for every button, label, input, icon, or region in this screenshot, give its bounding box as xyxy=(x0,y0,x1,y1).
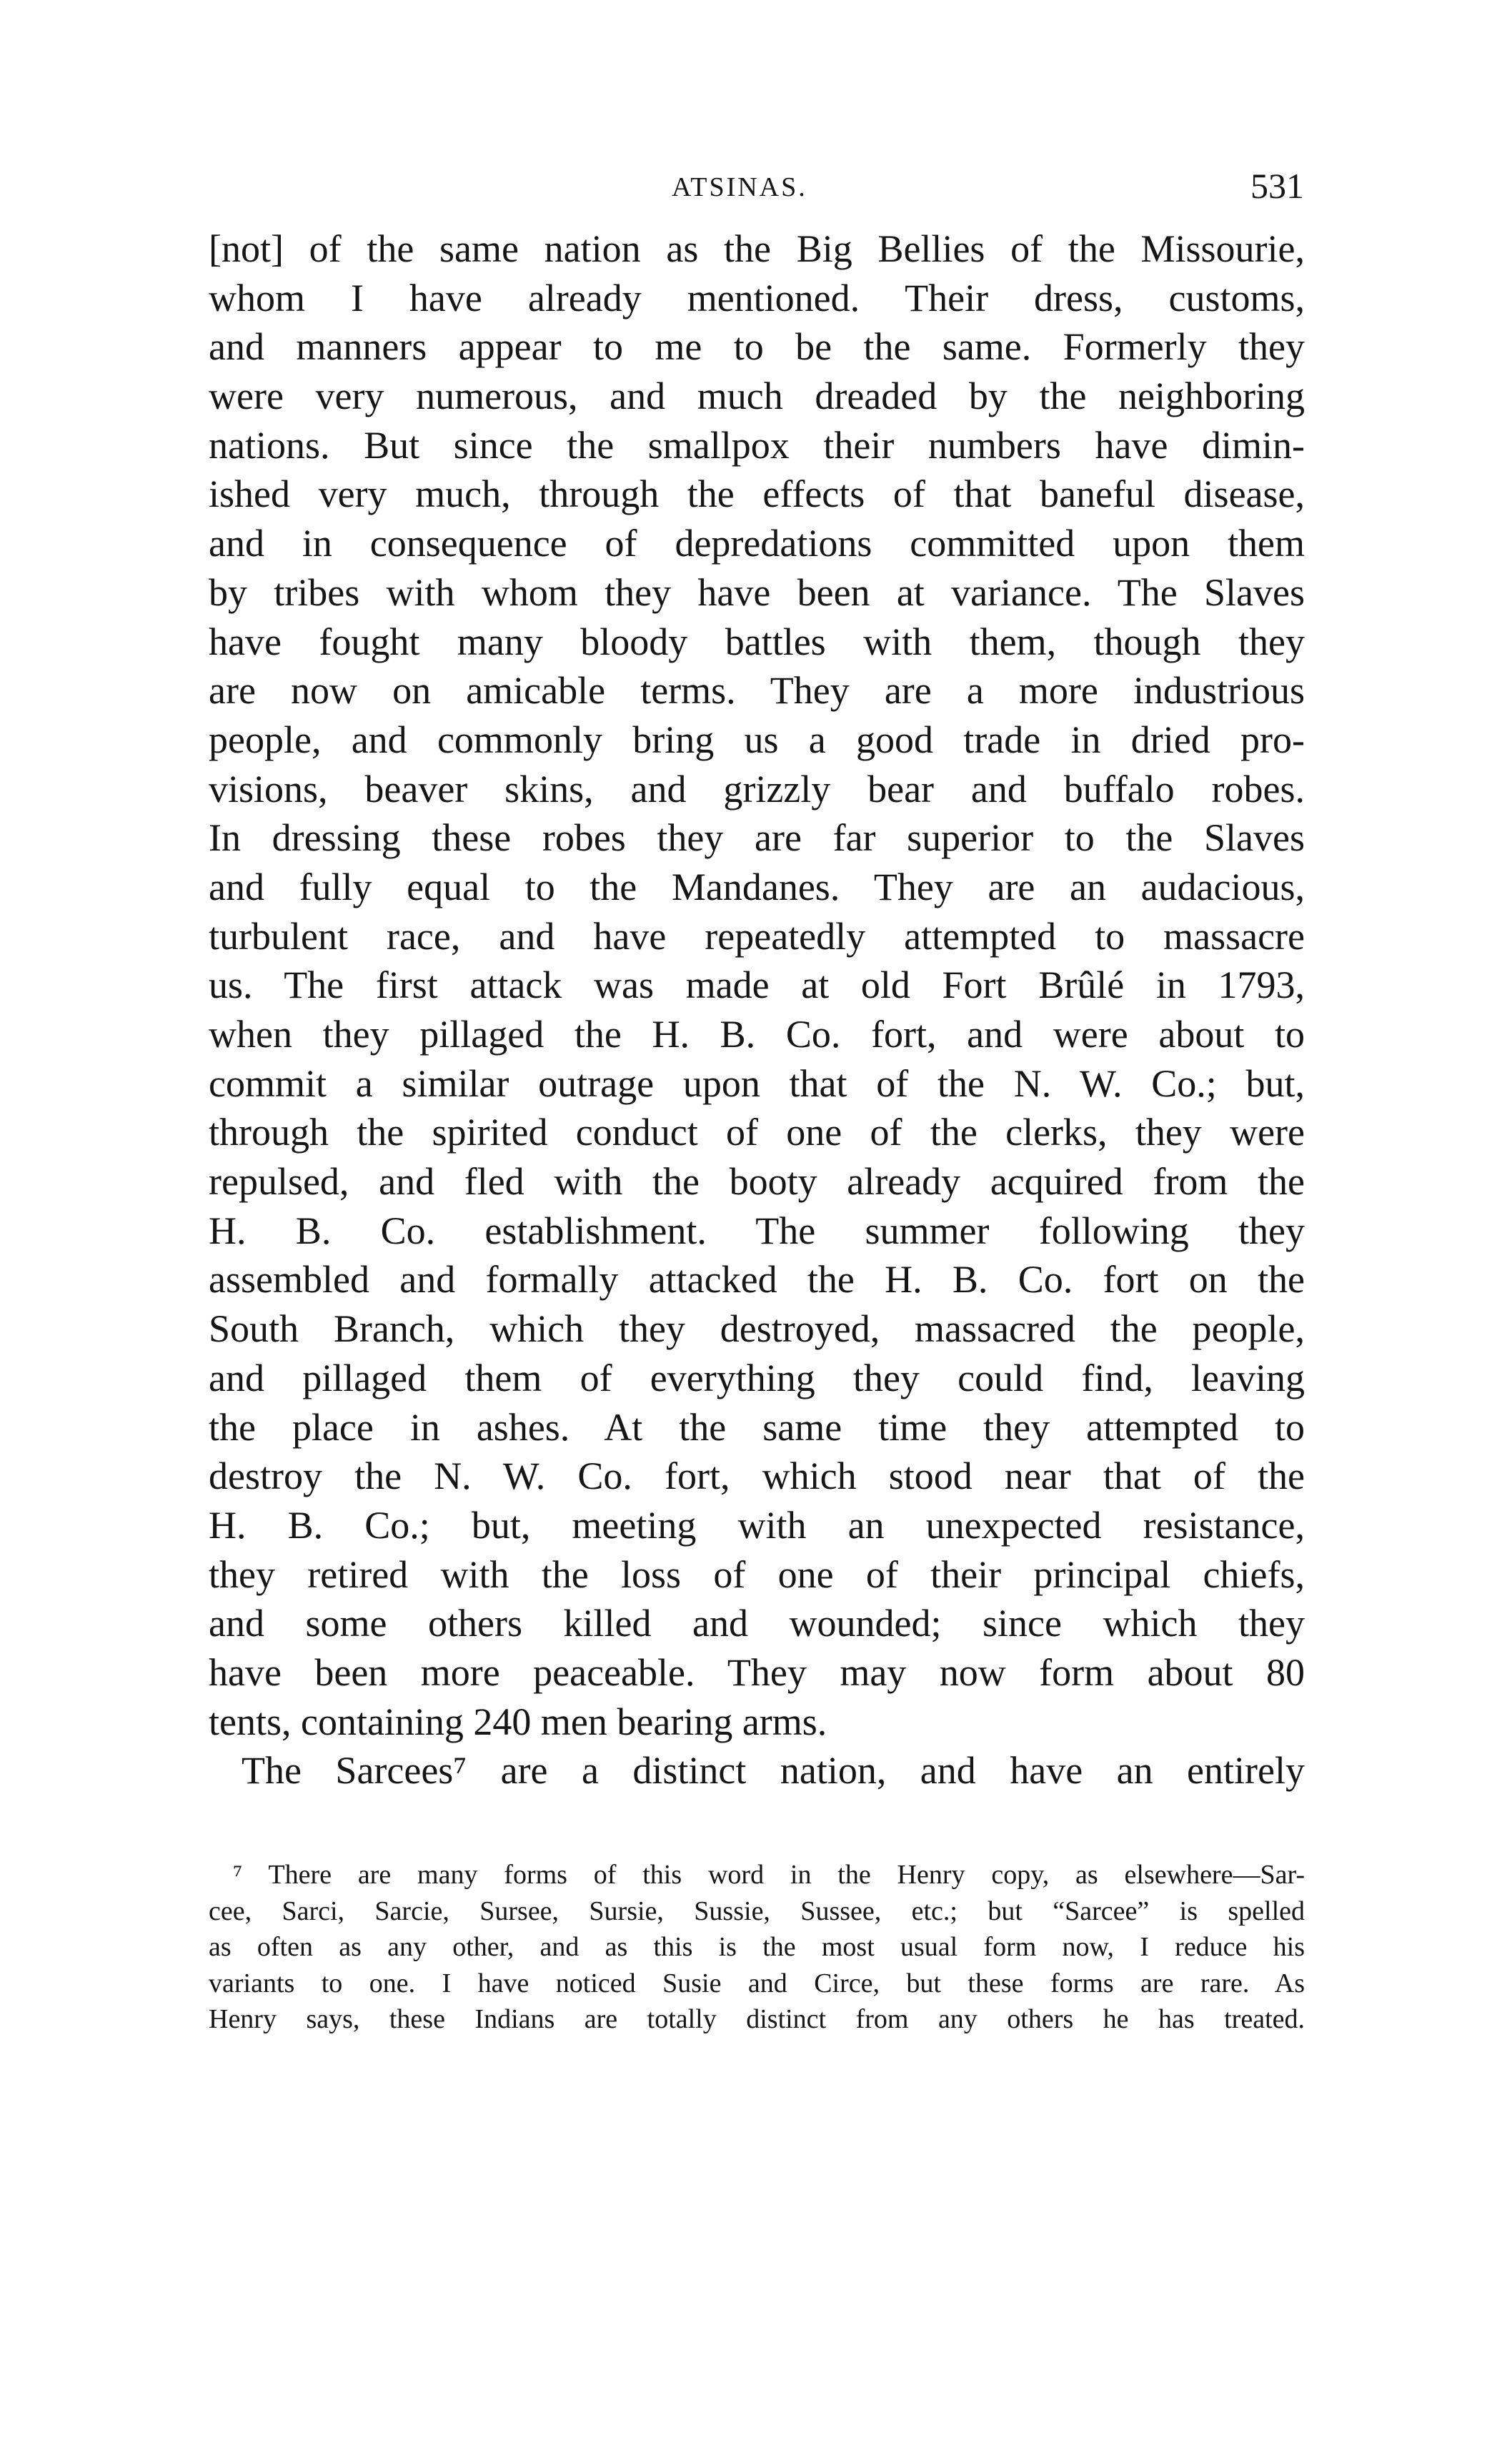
body-line: tents, containing 240 men bearing arms. xyxy=(209,1700,827,1743)
body-line: and pillaged them of everything they could find, leaving xyxy=(209,1356,1305,1399)
footnote-line: variants to one. I have noticed Susie and Circe, but these forms are rare. As xyxy=(209,1968,1305,1998)
body-line: and manners appear to me to be the same. Formerly they xyxy=(209,325,1305,369)
body-line: In dressing these robes they are far superior to the Slaves xyxy=(209,816,1305,860)
body-line: through the spirited conduct of one of the clerks, they were xyxy=(209,1111,1305,1154)
body-line: commit a similar outrage upon that of the N. W. Co.; but, xyxy=(209,1061,1305,1105)
body-line: us. The first attack was made at old Fort Brûlé in 1793, xyxy=(209,963,1305,1007)
footnote-line: ⁷ There are many forms of this word in the Henry copy, as elsewhere—Sar- xyxy=(233,1860,1305,1890)
body-line: [not] of the same nation as the Big Bellies of the Missourie, xyxy=(209,227,1305,270)
body-line: when they pillaged the H. B. Co. fort, and were about to xyxy=(209,1013,1305,1056)
body-line: people, and commonly bring us a good trade in dried pro- xyxy=(209,718,1305,761)
body-line: H. B. Co.; but, meeting with an unexpected resistance, xyxy=(209,1503,1305,1547)
footnote xyxy=(209,1857,1305,2038)
body-line: assembled and formally attacked the H. B. Co. fort on the xyxy=(209,1258,1305,1302)
body-line: nations. But since the smallpox their numbers have dimin- xyxy=(209,423,1305,467)
footnote-line: as often as any other, and as this is the most usual form now, I reduce his xyxy=(209,1932,1305,1962)
body-line: they retired with the loss of one of their principal chiefs, xyxy=(209,1552,1305,1596)
footnote-line: cee, Sarci, Sarcie, Sursee, Sursie, Sussie, Sussee, etc.; but “Sarcee” is spelled xyxy=(209,1896,1305,1926)
body-text xyxy=(209,224,1305,1795)
body-line: ished very much, through the effects of that baneful disease, xyxy=(209,472,1305,516)
body-line: have fought many bloody battles with them, though they xyxy=(209,620,1305,663)
body-line: destroy the N. W. Co. fort, which stood near that of the xyxy=(209,1455,1305,1498)
body-line: and some others killed and wounded; since which they xyxy=(209,1602,1305,1645)
body-line: visions, beaver skins, and grizzly bear and buffalo robes. xyxy=(209,767,1305,811)
body-line: by tribes with whom they have been at variance. The Slaves xyxy=(209,570,1305,614)
running-title: ATSINAS. xyxy=(672,172,807,202)
body-line: were very numerous, and much dreaded by the neighboring xyxy=(209,375,1305,418)
body-line: whom I have already mentioned. Their dress, customs, xyxy=(209,276,1305,319)
body-line: and fully equal to the Mandanes. They are an audacious, xyxy=(209,865,1305,908)
body-line: The Sarcees⁷ are a distinct nation, and have an entirely xyxy=(242,1749,1305,1793)
body-line: South Branch, which they destroyed, massacred the people, xyxy=(209,1307,1305,1351)
body-line: are now on amicable terms. They are a more industrious xyxy=(209,669,1305,713)
running-head xyxy=(0,166,1512,209)
body-line: H. B. Co. establishment. The summer following they xyxy=(209,1209,1305,1252)
body-line: and in consequence of depredations committed upon them xyxy=(209,522,1305,565)
body-line: turbulent race, and have repeatedly attempted to massacre xyxy=(209,914,1305,958)
body-line: the place in ashes. At the same time they attempted to xyxy=(209,1405,1305,1449)
page-number: 531 xyxy=(1250,166,1304,206)
body-line: repulsed, and fled with the booty already acquired from the xyxy=(209,1160,1305,1204)
body-line: have been more peaceable. They may now form about 80 xyxy=(209,1650,1305,1694)
footnote-line: Henry says, these Indians are totally distinct from any others he has treated. xyxy=(209,2004,1305,2034)
